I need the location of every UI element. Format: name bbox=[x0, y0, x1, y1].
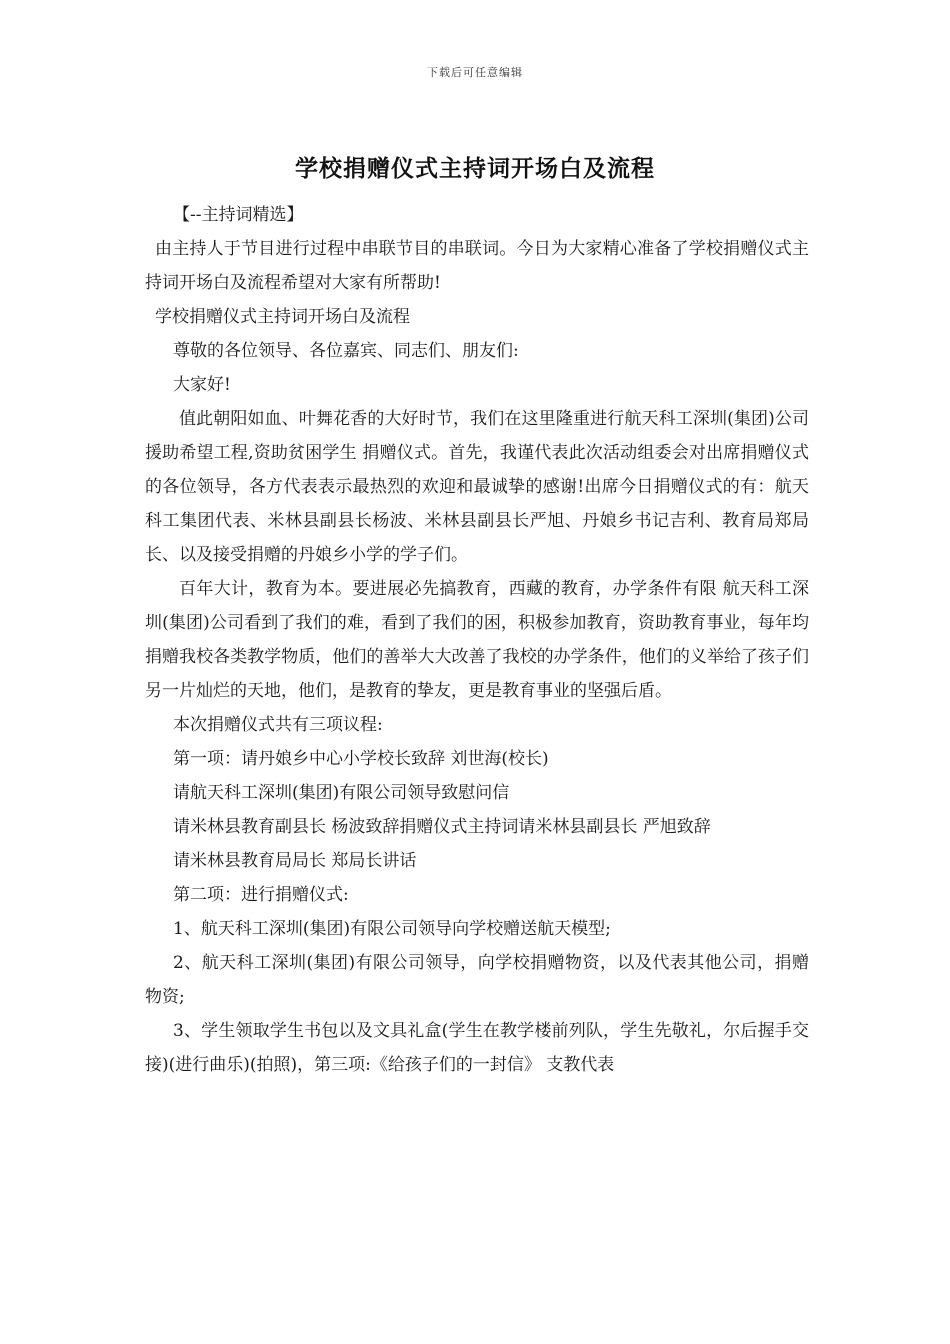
intro-paragraph: 由主持人于节目进行过程中串联节目的串联词。今日为大家精心准备了学校捐赠仪式主持词开场白及流程希望对大家有所帮助! bbox=[145, 239, 809, 293]
section-tag: 【--主持词精选】 bbox=[173, 205, 304, 225]
agenda-item-1: 第一项：请丹娘乡中心小学校长致辞 刘世海(校长) bbox=[173, 749, 549, 769]
page-header-note: 下载后可任意编辑 bbox=[427, 66, 523, 79]
education-paragraph: 百年大计，教育为本。要进展必先搞教育，西藏的教育，办学条件有限 航天科工深圳(集团)公司看到了我们的难，看到了我们的困，积极参加教育，资助教育事业，每年均捐赠我校各类教学物质，他们的善举大大改善了我校的办学条件，他们的义举给了孩子们另一片灿烂的天地，他们，是教育的挚友，更是教育事业的坚强后盾。 bbox=[145, 579, 809, 701]
opening-paragraph: 值此朝阳如血、叶舞花香的大好时节，我们在这里隆重进行航天科工深圳(集团)公司 援助希望工程,资助贫困学生 捐赠仪式。首先，我谨代表此次活动组委会对出席捐赠仪式的各位领导，各方代表表示最热烈的欢迎和最诚挚的感谢!出席今日捐赠仪式的有：航天科工集团代表、米林县副县长杨波、米林县副县长严旭、丹娘乡书记吉利、教育局郑局长、以及接受捐赠的丹娘乡小学的学子们。 bbox=[145, 409, 809, 565]
agenda-item-2: 第二项：进行捐赠仪式: bbox=[173, 885, 349, 905]
document-title: 学校捐赠仪式主持词开场白及流程 bbox=[295, 155, 655, 182]
subtitle-line: 学校捐赠仪式主持词开场白及流程 bbox=[155, 307, 410, 327]
agenda-item-2-step-1: 1、航天科工深圳(集团)有限公司领导向学校赠送航天模型; bbox=[173, 919, 611, 939]
agenda-item-1-sub-1: 请航天科工深圳(集团)有限公司领导致慰问信 bbox=[173, 783, 510, 803]
document-body bbox=[145, 198, 809, 1082]
agenda-intro: 本次捐赠仪式共有三项议程: bbox=[173, 715, 383, 735]
agenda-item-2-step-3: 3、学生领取学生书包以及文具礼盒(学生在教学楼前列队，学生先敬礼，尔后握手交接)(进行曲乐)(拍照)，第三项:《给孩子们的一封信》 支教代表 bbox=[145, 1021, 809, 1075]
agenda-item-1-sub-3: 请米林县教育局局长 郑局长讲话 bbox=[173, 851, 417, 871]
agenda-item-1-sub-2: 请米林县教育副县长 杨波致辞捐赠仪式主持词请米林县副县长 严旭致辞 bbox=[173, 817, 711, 837]
greeting: 大家好! bbox=[173, 375, 231, 395]
agenda-item-2-step-2: 2、航天科工深圳(集团)有限公司领导，向学校捐赠物资，以及代表其他公司，捐赠物资; bbox=[145, 953, 809, 1007]
salutation: 尊敬的各位领导、各位嘉宾、同志们、朋友们: bbox=[173, 341, 519, 361]
